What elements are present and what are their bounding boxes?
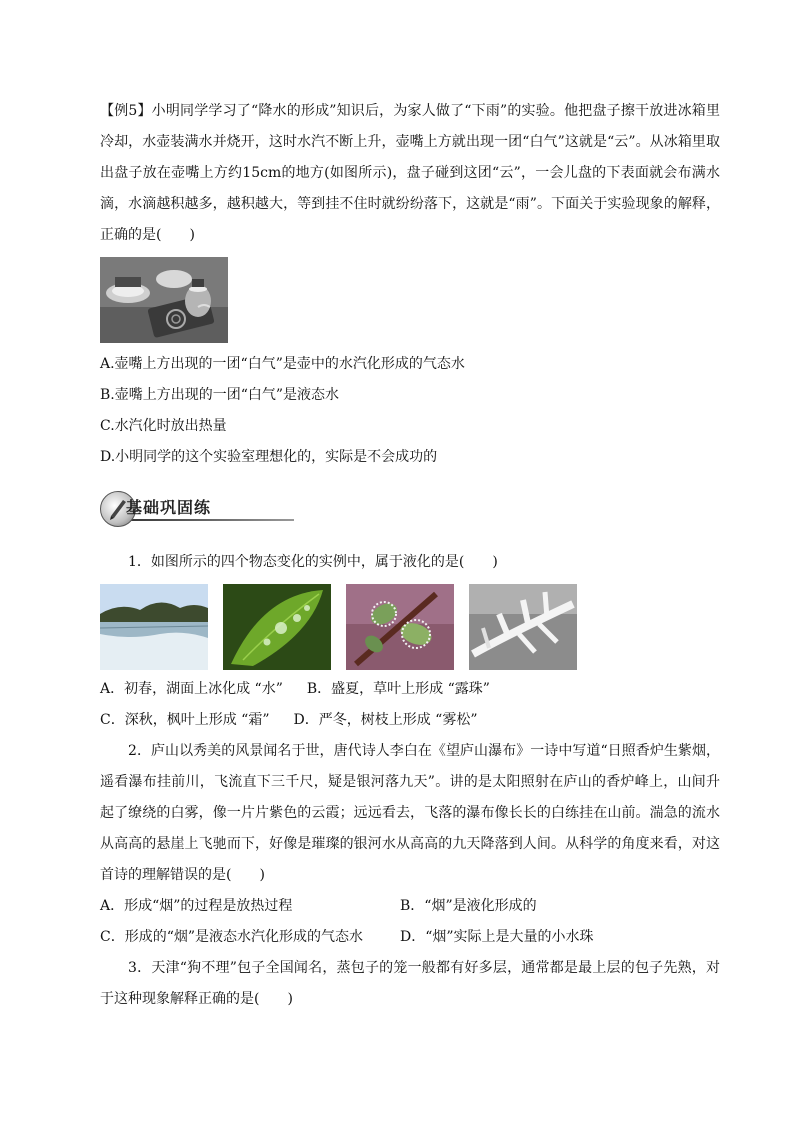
banner-underline: [122, 519, 294, 521]
question-3-text: 3．天津“狗不理”包子全国闻名，蒸包子的笼一般都有好多层，通常都是最上层的包子先熟，对于这种现象解释正确的是( ): [100, 960, 720, 1007]
section-banner: [100, 489, 720, 531]
frost-leaf-photo: [346, 584, 454, 670]
document-page: [100, 96, 720, 1015]
question-2-options-row-1: [100, 891, 720, 922]
q1-option-a: A．初春，湖面上冰化成 “水”: [100, 681, 283, 697]
example-5-paragraph: 【例5】小明同学学习了“降水的形成”知识后，为家人做了“下雨”的实验。他把盘子擦干放进冰箱里冷却，水壶装满水并烧开，这时水汽不断上升，壶嘴上方就出现一团“白气”这就是“云”。从冰箱里取出盘子放在壶嘴上方约15cm的地方(如图所示)，盘子碰到这团“云”，一会儿盘的下表面就会布满水滴，水滴越积越多，越积越大，等到挂不住时就纷纷落下，这就是“雨”。下面关于实验现象的解释，正确的是( ): [100, 103, 720, 243]
q1-option-c: C．深秋，枫叶上形成 “霜”: [100, 712, 270, 728]
dew-leaf-photo: [223, 584, 331, 670]
q2-option-d: D．“烟”实际上是大量的小水珠: [400, 929, 594, 945]
q1-option-b: B．盛夏，草叶上形成 “露珠”: [306, 681, 490, 697]
q2-option-b: B．“烟”是液化形成的: [400, 898, 537, 914]
question-1-images: [100, 584, 720, 670]
example-option-a: A.壶嘴上方出现的一团“白气”是壶中的水汽化形成的气态水: [100, 356, 465, 372]
q2-option-a: A．形成“烟”的过程是放热过程: [100, 898, 293, 914]
question-1-options-row-2: [100, 705, 720, 736]
rime-branch-photo: [469, 584, 577, 670]
question-2-text: 2．庐山以秀美的风景闻名于世，唐代诗人李白在《望庐山瀑布》一诗中写道“日照香炉生紫烟，遥看瀑布挂前川，飞流直下三千尺，疑是银河落九天”。讲的是太阳照射在庐山的香炉峰上，山间升起了缭绕的白雾，像一片片紫色的云霞；远远看去，飞落的瀑布像长长的白练挂在山前。湍急的流水从高高的悬崖上飞驰而下，好像是璀璨的银河水从高高的九天降落到人间。从科学的角度来看，对这首诗的理解错误的是( ): [100, 743, 720, 883]
example-option-d: D.小明同学的这个实验室理想化的，实际是不会成功的: [100, 449, 438, 465]
kettle-plate-image: [100, 257, 228, 343]
lake-ice-photo: [100, 584, 208, 670]
experiment-photo: [100, 257, 228, 343]
question-1-text: 1．如图所示的四个物态变化的实例中，属于液化的是( ): [128, 554, 498, 570]
q1-option-d: D．严冬，树枝上形成 “雾松”: [293, 712, 478, 728]
question-2-options-row-2: [100, 922, 720, 953]
q2-option-c: C．形成的“烟”是液态水汽化形成的气态水: [100, 929, 364, 945]
section-title: 基础巩固练: [126, 498, 212, 517]
example-option-b: B.壶嘴上方出现的一团“白气”是液态水: [100, 387, 340, 403]
example-option-c: C.水汽化时放出热量: [100, 418, 227, 434]
question-1-options-row-1: [100, 674, 720, 705]
